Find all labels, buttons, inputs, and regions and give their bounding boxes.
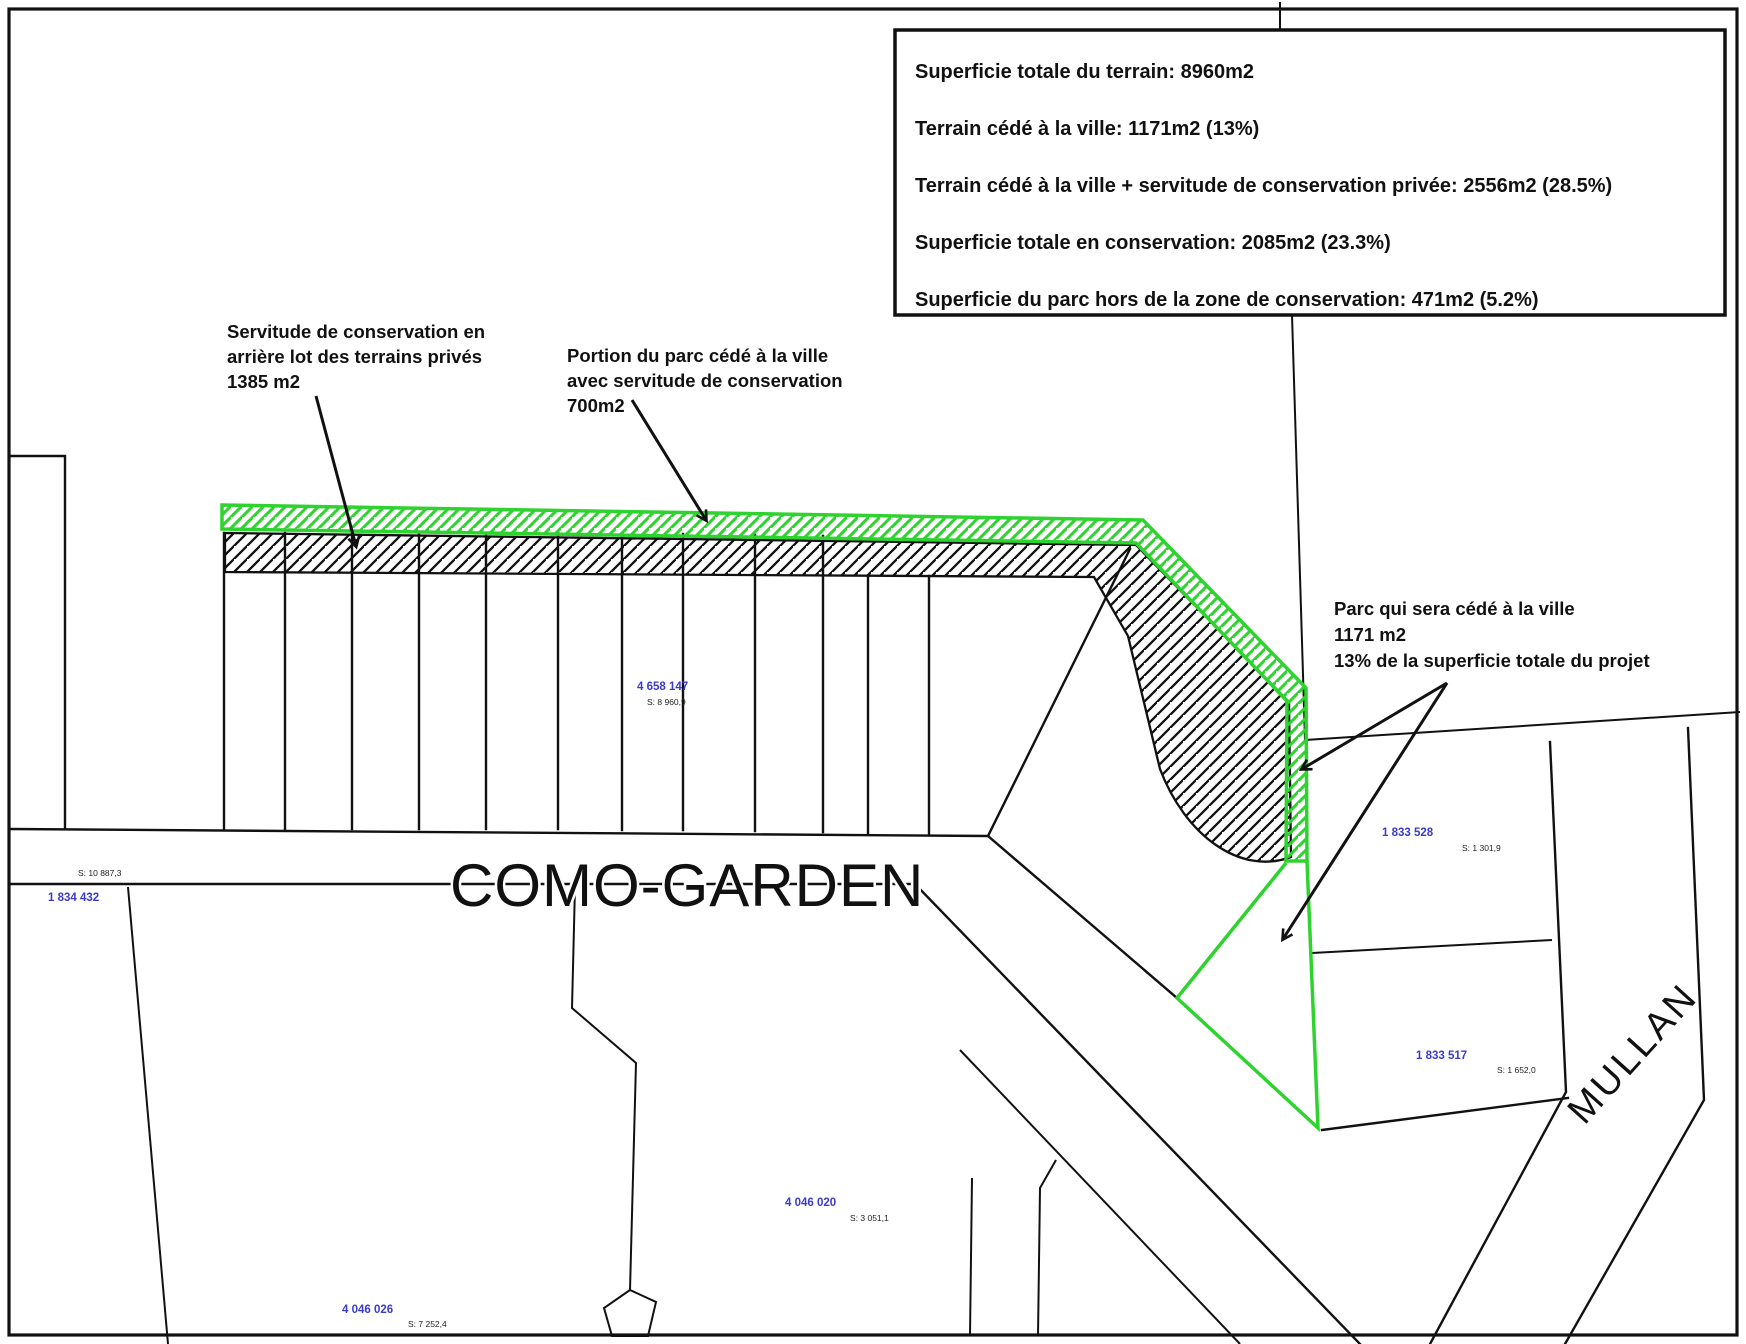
- parcel-id: 1 834 432: [48, 892, 100, 904]
- annotation-portion-parc: [567, 345, 843, 416]
- parcel-boundary-small-polygon: [604, 1290, 656, 1336]
- annotation-line: arrière lot des terrains privés: [227, 346, 483, 367]
- parcel-boundary-right-horizontal: [1305, 712, 1740, 740]
- parcel-area: S: 10 887,3: [78, 868, 122, 878]
- parcel-boundary-left-notch: [10, 456, 65, 829]
- green-park-boundary: [1177, 861, 1318, 1128]
- parcel-id: 1 833 517: [1416, 1050, 1468, 1062]
- parcel-id: 4 046 020: [785, 1197, 837, 1209]
- annotation-line: Portion du parc cédé à la ville: [567, 345, 829, 366]
- parcel-id: 4 658 147: [637, 681, 689, 693]
- info-box-line: Terrain cédé à la ville + servitude de conservation privée: 2556m2 (28.5%): [915, 175, 1613, 197]
- annotation-line: 1385 m2: [227, 371, 301, 392]
- parcel-boundary-center-step: [572, 886, 636, 1290]
- info-box-line: Superficie totale en conservation: 2085m2 (23.3%): [915, 232, 1391, 254]
- parcel-boundary-southwest: [128, 887, 168, 1344]
- parcel-area: S: 3 051,1: [850, 1213, 889, 1223]
- parcel-id: 4 046 026: [342, 1304, 394, 1316]
- annotation-line: Parc qui sera cédé à la ville: [1334, 598, 1575, 619]
- street-edge-junction: [1322, 1098, 1568, 1130]
- parcel-area: S: 8 960,9: [647, 697, 686, 707]
- parcel-area: S: 7 252,4: [408, 1319, 447, 1329]
- info-box-line: Terrain cédé à la ville: 1171m2 (13%): [915, 118, 1260, 140]
- lot-line-diagonal: [988, 549, 1130, 836]
- annotation-line: avec servitude de conservation: [567, 370, 843, 391]
- arrow-to-park-strip: [1302, 683, 1447, 769]
- annotation-line: Servitude de conservation en: [227, 321, 486, 342]
- annotation-line: 700m2: [567, 395, 625, 416]
- parcel-boundary-diagonal-south: [960, 1050, 1240, 1344]
- info-box-line: Superficie du parc hors de la zone de conservation: 471m2 (5.2%): [915, 289, 1539, 311]
- annotation-line: 13% de la superficie totale du projet: [1334, 650, 1650, 671]
- street-label-como-garden: COMO-GARDEN: [450, 852, 925, 919]
- parcel-id: 1 833 528: [1382, 827, 1434, 839]
- annotation-parc-cede: [1334, 598, 1650, 671]
- info-box-line: Superficie totale du terrain: 8960m2: [915, 61, 1255, 83]
- street-edge-como-northeast: [988, 836, 1177, 998]
- parcel-boundary-stub-b: [1038, 1160, 1056, 1336]
- street-edge-como-top: [10, 829, 988, 836]
- parcel-boundary-528-517: [1312, 940, 1552, 953]
- street-label-mullan: MULLAN: [1559, 975, 1707, 1132]
- annotation-servitude-arriere: [227, 321, 485, 392]
- parcel-area: S: 1 301,9: [1462, 843, 1501, 853]
- arrow-to-green-band: [632, 400, 706, 520]
- annotation-line: 1171 m2: [1334, 624, 1407, 645]
- parcel-boundary-stub-a: [970, 1178, 972, 1336]
- street-edge-como-bend: [915, 884, 1360, 1344]
- info-box: [895, 30, 1725, 315]
- parcel-area: S: 1 652,0: [1497, 1065, 1536, 1075]
- hatched-private-servitude-strip: [225, 533, 1291, 862]
- street-edge-mullan-west: [1430, 742, 1566, 1344]
